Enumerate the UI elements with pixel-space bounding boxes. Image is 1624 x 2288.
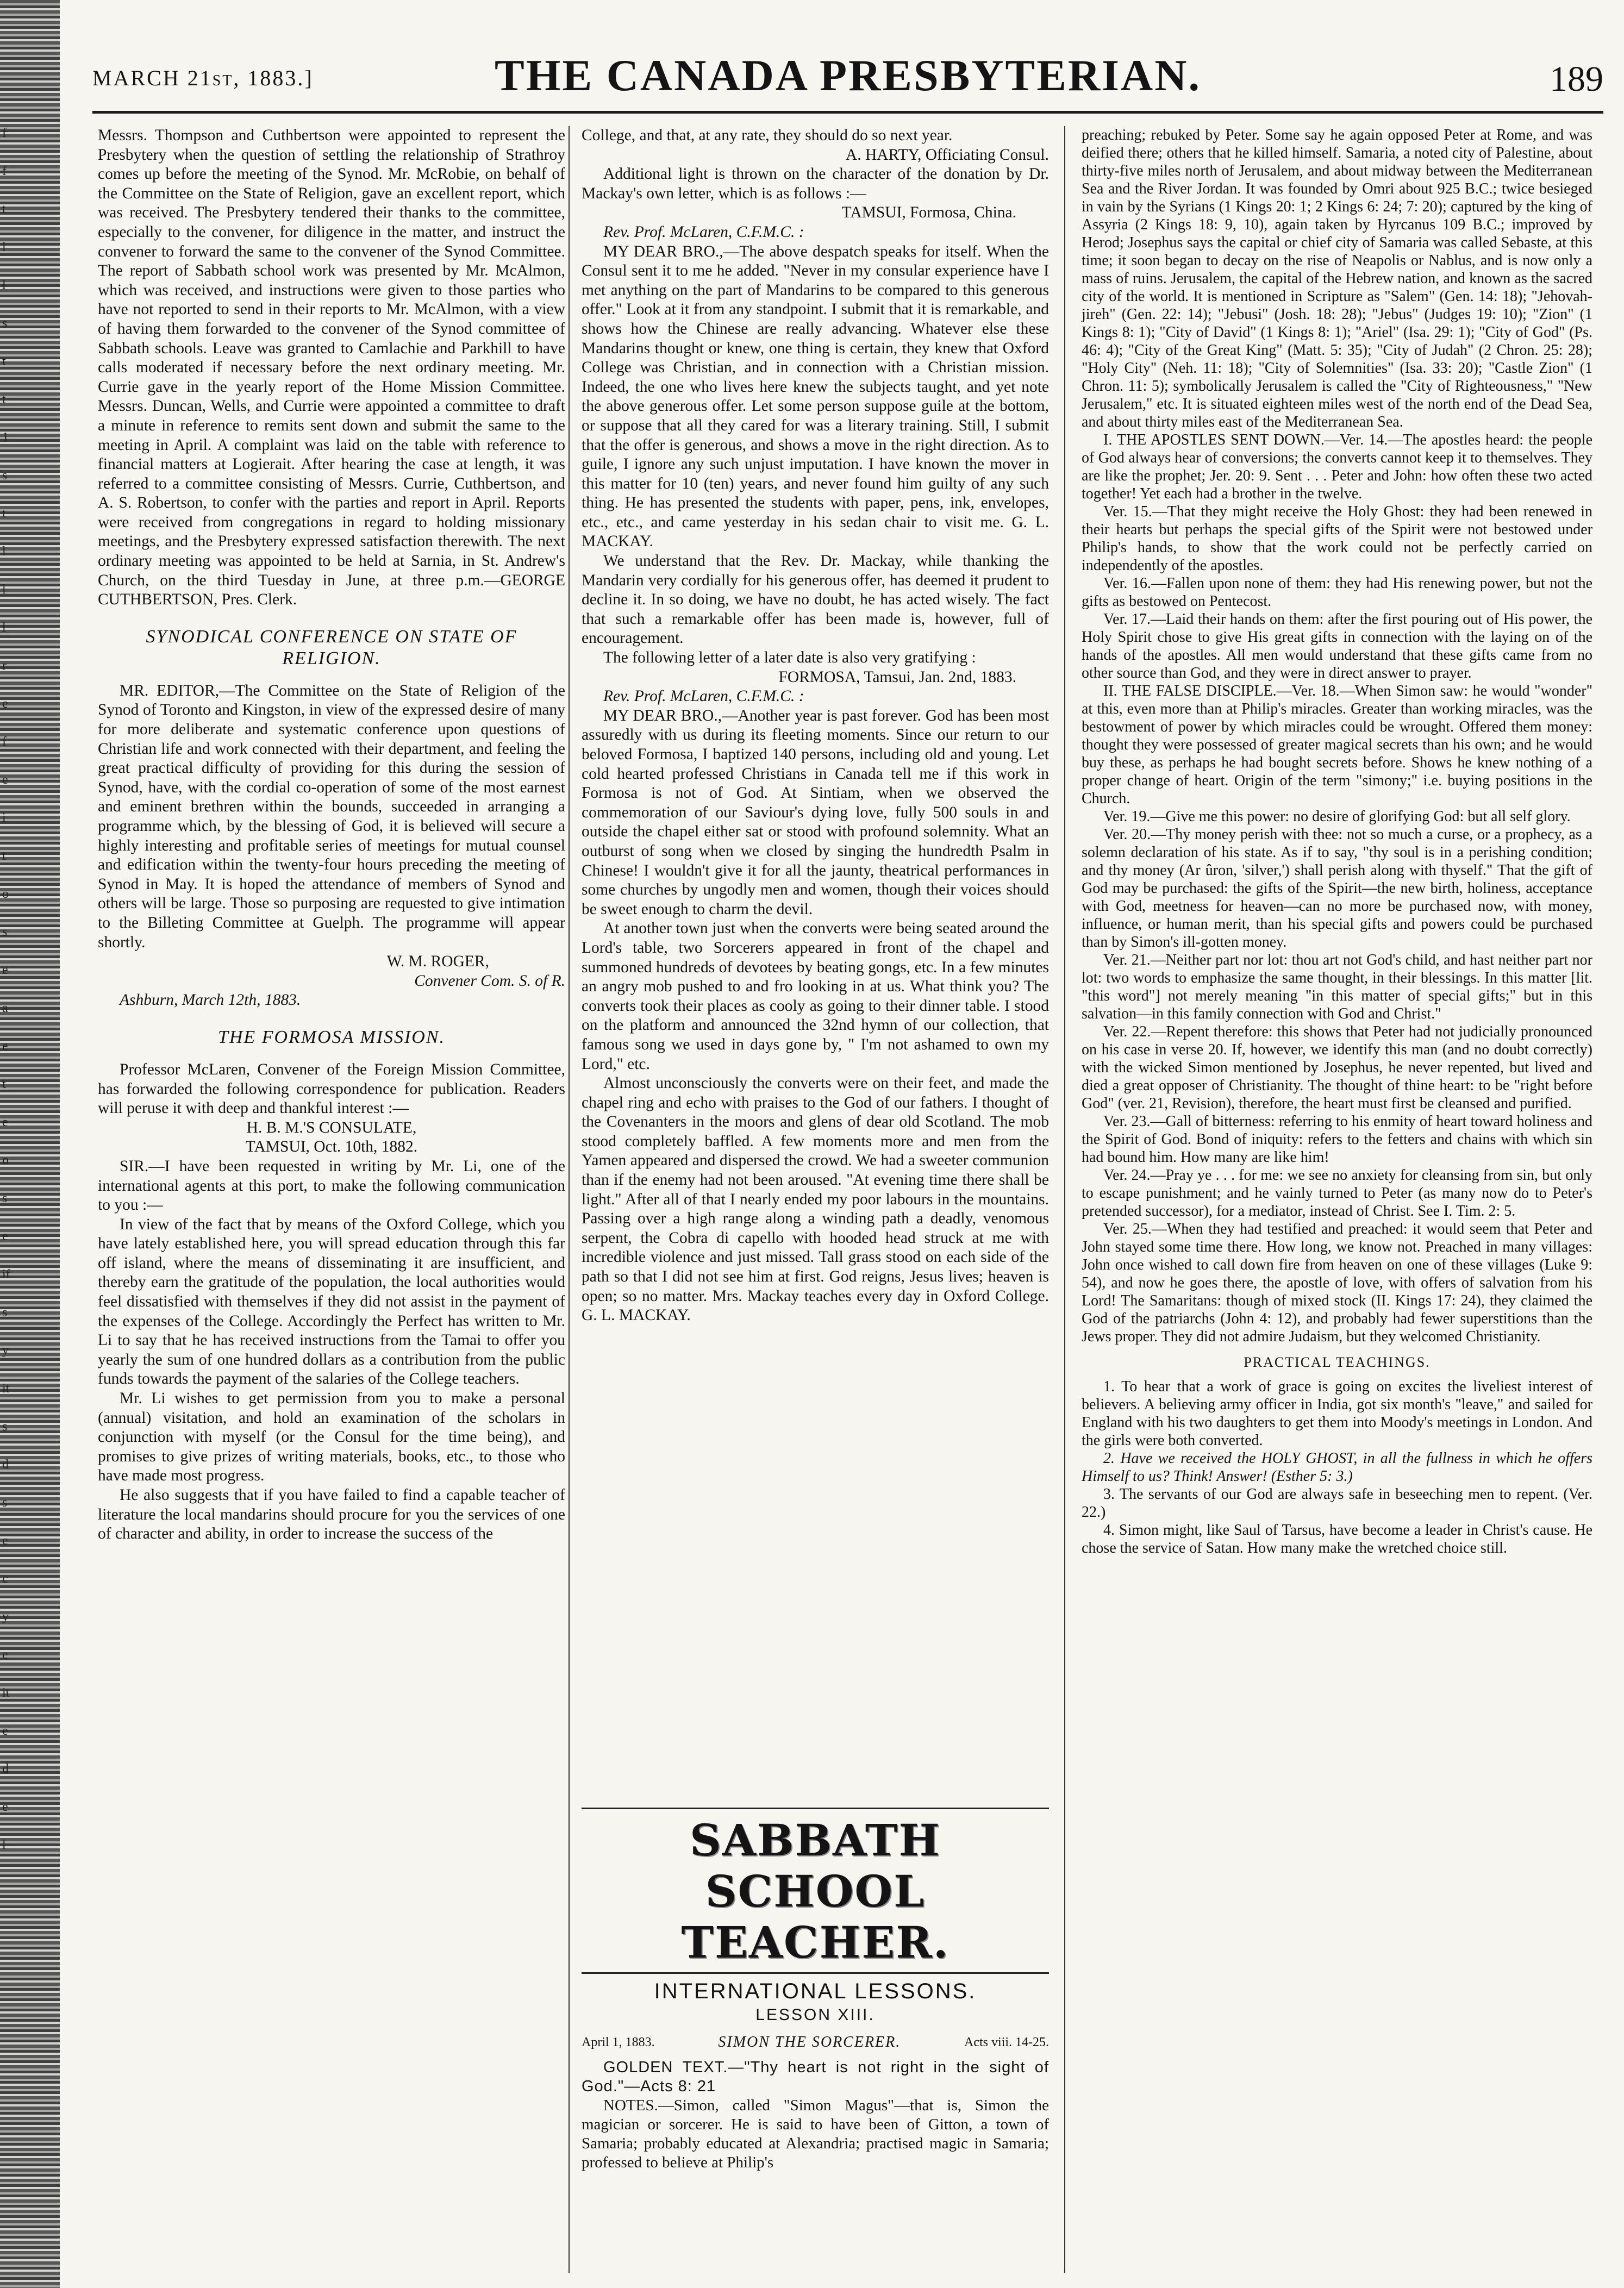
consul-letter-p2: In view of the fact that by means of the Oxford College, which you have lately established here, you will spread education through this far off island, where the means of disseminating it are insufficient, and thereby earn the gratitude of the population, the local authorities would feel dissatisfied with themselves if they did not assist in the payment of the expenses of the College. Accordingly the Perfect has written to Mr. Li to say that he has received instructions from the Tamai to offer you yearly the sum of one hundred dollars as a contribution from the public funds towards the payment of the salaries of the College teachers. bbox=[98, 1215, 565, 1388]
margin-mark: it bbox=[2, 1686, 10, 1700]
consul-letter-end: College, and that, at any rate, they should do so next year. bbox=[582, 127, 953, 144]
margin-mark: l bbox=[2, 1838, 6, 1852]
margin-mark: l bbox=[2, 583, 6, 597]
mackay-letter-1: MY DEAR BRO.,—The above despatch speaks for itself. When the Consul sent it to me he added. "Never in my consular experience have I met anything on the part of Mandarins to be compared to this generous offer." Look at it from any standpoint. I submit that it is remarkable, and shows how the Chinese are really advancing. Whatever else these Mandarins thought or knew, one thing is certain, they knew that Oxford College was Christian, and in connection with a Christian mission. Indeed, the one who lives here knew the subjects taught, and yet note the above generous offer. Let some person suppose guile at the bottom, or suppose that all they cared for was a literary training. Still, I submit that the offer is generous, and shows a move in the right direction. As to guile, I ignore any such unjust imputation. I have known the mover in this matter for 10 (ten) years, and never found him guilty of any such thing. He has presented the students with paper, pens, ink, envelopes, etc., etc., and came yesterday in his sedan chair to visit me. G. L. MACKAY. bbox=[582, 242, 1049, 551]
letter-address: Rev. Prof. McLaren, C.F.M.C. : bbox=[603, 223, 804, 241]
margin-mark: i bbox=[2, 811, 6, 825]
teaching-4: 4. Simon might, like Saul of Tarsus, have become a leader in Christ's cause. He chose the service of Satan. How many make the wretched choice still. bbox=[1082, 1522, 1592, 1556]
lesson-title: SIMON THE SORCERER. bbox=[718, 2034, 901, 2051]
teaching-3: 3. The servants of our God are always safe in beseeching men to repent. (Ver. 22.) bbox=[1082, 1486, 1592, 1521]
margin-mark: if bbox=[2, 1267, 10, 1281]
mackay-letter-2-p3: Almost unconsciously the converts were on their feet, and made the chapel ring and echo with praises to the God of our fathers. I thought of the Covenanters in the moors and glens of dear old Scotland. The mob stood completely baffled. A few moments more and men from the Yamen appeared and dispersed the crowd. We had a sweeter communion than if the enemy had not been aroused. "At evening time there shall be light." After all of that I nearly ended my poor labours in the mountains. Passing over a high range along a winding path a deadly, venomous serpent, the Cobra di capello with hooded head struck at me with incredible violence and just missed. Tall grass stood on each side of the path so that I did not see him at first. God reigns, Jesus lives; heaven is open; so no matter. Mrs. Mackay teaches every day in Oxford College. G. L. MACKAY. bbox=[582, 1074, 1049, 1324]
synodical-letter: MR. EDITOR,—The Committee on the State of Religion of the Synod of Toronto and Kingston, in view of the expressed desire of many for more deliberate and systematic conference upon questions of Christian life and work connected with their department, and feeling the great practical difficulty of providing for this during the session of Synod, have, with the cordial co-operation of some of the most earnest and eminent brethren within the bounds, succeeded in arranging a programme which, by the blessing of God, it is believed will secure a highly interesting and profitable series of meetings for mutual counsel and edification within the twenty-four hours preceding the meeting of Synod in May. It is hoped the attendance of members of Synod and others will be large. Those so purposing are requested to give intimation to the Billeting Committee at Guelph. The programme will appear shortly. bbox=[98, 682, 565, 951]
consulate-heading: H. B. M.'S CONSULATE, bbox=[246, 1118, 417, 1136]
margin-marks bbox=[2, 114, 13, 1864]
margin-mark: t bbox=[2, 1077, 6, 1091]
lesson-notes: NOTES.—Simon, called "Simon Magus"—that is, Simon the magician or sorcerer. He is said to have been of Gitton, a town of Samaria; probably educated at Alexandria; practised magic in Samaria; professed to believe at Philip's bbox=[582, 2097, 1049, 2171]
header-rule bbox=[92, 111, 1603, 114]
sabbath-school-title: SABBATH SCHOOL TEACHER. bbox=[681, 1815, 950, 1968]
margin-mark: f bbox=[2, 164, 7, 178]
margin-mark: s bbox=[2, 316, 8, 330]
teaching-1: 1. To hear that a work of grace is going on excites the liveliest interest of believers. A believing army officer in India, got six month's "leave," and sailed for England with his two daughters to get them into Moody's meetings in London. And the girls were both converted. bbox=[1082, 1378, 1592, 1449]
margin-mark: e bbox=[2, 1229, 8, 1243]
consul-letter-p4: He also suggests that if you have failed to find a capable teacher of literature the local mandarins should procure for you the services of one of character and ability, in order to increase the success of the bbox=[98, 1486, 565, 1543]
signature-title: Convener Com. S. of R. bbox=[414, 972, 565, 990]
presbytery-report: Messrs. Thompson and Cuthbertson were appointed to represent the Presbytery when the question of settling the relationship of Strathroy comes up before the meeting of the Synod. Mr. McRobie, on behalf of the Committee on the State of Religion, gave an excellent report, which was received. The Presbytery tendered their thanks to the committee, especially to the convener, for diligence in the matter, and instruct the convener to forward the same to the convener of the Synod Committee. The report of Sabbath school work was presented by Mr. McAlmon, which was received, and instructions were given to those parties who have not reported to send in their reports to Mr. McAlmon, with a view of having them forwarded to the convener of the Synod committee of Sabbath schools. Leave was granted to Camlachie and Parkhill to have calls moderated if necessary before the next ordinary meeting. Mr. Currie gave in the yearly report of the Home Mission Committee. Messrs. Duncan, Wells, and Currie were appointed a committee to draft a minute in reference to remits sent down and submit the same to the meeting in April. A complaint was laid on the table with reference to financial matters at Logierait. After hearing the case at length, it was referred to a committee consisting of Messrs. Currie, Cuthbertson, and A. S. Robertson, to confer with the parties and report in April. Reports were received from congregations in regard to holding missionary meetings, and the Presbytery expressed satisfaction therewith. The next ordinary meeting was appointed to be held at Sarnia, in St. Andrew's Church, on the third Tuesday in June, at three p.m.—GEORGE CUTHBERTSON, Pres. Clerk. bbox=[98, 127, 565, 609]
margin-mark: l bbox=[2, 240, 6, 254]
teaching-2: 2. Have we received the HOLY GHOST, in all the fullness in which he offers Himself to us? Think! Answer! (Esther 5: 3.) bbox=[1082, 1450, 1592, 1485]
note-ver-21: Ver. 21.—Neither part nor lot: thou art not God's child, and hast neither part nor lot: two words to emphasize the same thought, in their blessings. In this matter [lit. "this word"] not merely meaning "in this matter of special gifts;" but in this salvation—in this family connection with God and Christ." bbox=[1082, 952, 1592, 1022]
practical-teachings-heading: PRACTICAL TEACHINGS. bbox=[1244, 1354, 1431, 1370]
newspaper-title: THE CANADA PRESBYTERIAN. bbox=[495, 51, 1201, 100]
margin-mark: e bbox=[2, 1115, 8, 1129]
column-2 bbox=[582, 126, 1049, 1326]
consul-signature: A. HARTY, Officiating Consul. bbox=[845, 146, 1049, 164]
margin-mark: it bbox=[2, 1381, 10, 1396]
margin-mark: y bbox=[2, 1610, 9, 1624]
section-rule bbox=[582, 1808, 1049, 1809]
note-apostles-sent: I. THE APOSTLES SENT DOWN.—Ver. 14.—The apostles heard: the people of God always hear of conversions; the converts cannot keep it to themselves. They are like the prophet; Jer. 20: 9. Sent . . . Peter and John: how often these two acted together! Yet each had a brother in the twelve. bbox=[1082, 432, 1592, 502]
note-ver-23: Ver. 23.—Gall of bitterness: referring to his enmity of heart toward holiness and the Spirit of God. Bond of iniquity: refers to the fetters and chains with which sin had bound him. How many are like him! bbox=[1082, 1113, 1592, 1166]
page-number: 189 bbox=[1550, 59, 1603, 99]
note-ver-17: Ver. 17.—Laid their hands on them: after the first pouring out of His power, the Holy Spirit chose to give His great gifts in connection with the laying on of the hands of the apostles. All men would understand that these gifts came from no other source than God, and they were in direct answer to prayer. bbox=[1082, 611, 1592, 682]
notes-continued: preaching; rebuked by Peter. Some say he again opposed Peter at Rome, and was deified there; others that he killed himself. Samaria, a noted city of Palestine, about thirty-five miles north of Jerusalem, and about midway between the Mediterranean Sea and the River Jordan. It was founded by Omri about 925 B.C.; twice besieged in vain by the Syrians (1 Kings 20: 1; 2 Kings 6: 24; 7: 20); captured by the king of Assyria (2 Kings 18: 9, 10), again taken by Hyrcanus 109 B.C.; improved by Herod; Josephus says the capital or chief city of Samaria was called Sebaste, at this time; it soon began to decay on the rise of Neapolis or Nablus, and is now only a mass of ruins. Jerusalem, the capital of the Hebrew nation, and known as the sacred city of the world. It is mentioned in Scripture as "Salem" (Gen. 14: 18); "Jehovah-jireh" (Gen. 22: 14); "Jebusi" (Josh. 18: 28); "Jebus" (Judges 19: 10); "Zion" (1 Kings 8: 1); "City of David" (1 Kings 8: 1); "Ariel" (Isa. 29: 1); "City of God" (Ps. 46: 4); "City of the Great King" (Matt. 5: 35); "City of Judah" (2 Chron. 25: 28); "Holy City" (Neh. 11: 18); "City of Solemnities" (Isa. 33: 20); "Castle Zion" (1 Chron. 11: 5); symbolically Jerusalem is called the "City of Righteousness," "New Jerusalem," etc. It is situated eighteen miles west of the north end of the Dead Sea, and about thirty miles east of the Mediterranean Sea. bbox=[1082, 127, 1592, 430]
mackay-letter-2-p2: At another town just when the converts were being seated around the Lord's table, two Sorcerers appeared in front of the chapel and summoned hundreds of devotees by beating gongs, etc. In a few minutes an angry mob pushed to and fro looking in at us. What think you? The converts took their places as cooly as going to their dinner table. I stood on the platform and announced the 32nd hymn of our collection, that famous song we used in days gone by, " I'm not ashamed to own my Lord," etc. bbox=[582, 920, 1049, 1073]
margin-mark: e bbox=[2, 1534, 8, 1548]
margin-mark: f bbox=[2, 735, 7, 749]
margin-mark: t bbox=[2, 392, 6, 407]
section-heading-synodical: SYNODICAL CONFERENCE ON STATE OF RELIGION. bbox=[146, 626, 517, 668]
issue-date: MARCH 21st, 1883.] bbox=[92, 66, 314, 90]
margin-mark: t bbox=[2, 202, 6, 216]
margin-mark: y bbox=[2, 1343, 9, 1358]
lesson-number: LESSON XIII. bbox=[755, 2006, 875, 2024]
golden-text: GOLDEN TEXT.—"Thy heart is not right in the sight of God."—Acts 8: 21 bbox=[582, 2059, 1049, 2095]
margin-mark: e bbox=[2, 1039, 8, 1053]
margin-mark: e bbox=[2, 963, 8, 977]
margin-mark: a bbox=[2, 1001, 8, 1015]
margin-mark: e bbox=[2, 1648, 8, 1662]
note-ver-25: Ver. 25.—When they had testified and preached: it would seem that Peter and John stayed some time there. How long, we know not. Preached in many villages: John once wished to call down fire from heaven on one of these villages (Luke 9: 54), and now he goes there, the apostle of love, with offers of salvation from his Lord! The Samaritans: though of mixed stock (II. Kings 17: 24), they claimed the God of the patriarchs (John 4: 12), and probably had fewer superstitions than the Jews proper. They did not admire Judaism, but they welcomed Christianity. bbox=[1082, 1221, 1592, 1345]
note-false-disciple: II. THE FALSE DISCIPLE.—Ver. 18.—When Simon saw: he would "wonder" at this, even more than at Philip's miracles. Greater than working miracles, was the bestowment of power by which miracles could be wrought. Offered them money: thought they were possessed of greater magical secrets than his own; and he would buy these, as perhaps he had bought secrets before. Shows he knew nothing of a proper change of heart. Origin of the term "simony;" i.e. buying positions in the Church. bbox=[1082, 683, 1592, 807]
margin-mark: 1 bbox=[2, 430, 9, 445]
section-rule bbox=[582, 1972, 1049, 1974]
mackay-intro: Additional light is thrown on the character of the donation by Dr. Mackay's own letter, which is as follows :— bbox=[582, 165, 1049, 202]
international-lessons: INTERNATIONAL LESSONS. bbox=[654, 1979, 977, 2003]
margin-mark: t bbox=[2, 507, 6, 521]
margin-mark: e bbox=[2, 1800, 8, 1814]
dateline: Ashburn, March 12th, 1883. bbox=[120, 991, 301, 1009]
column-3 bbox=[1082, 126, 1592, 1557]
margin-mark: c bbox=[2, 1572, 8, 1586]
margin-mark: t bbox=[2, 354, 6, 368]
margin-mark: l bbox=[2, 621, 6, 635]
letter-place: TAMSUI, Formosa, China. bbox=[841, 204, 1016, 222]
consul-letter-p1: SIR.—I have been requested in writing by Mr. Li, one of the international agents at this port, to make the following communication to you :— bbox=[98, 1157, 565, 1214]
lesson-header-row bbox=[582, 2035, 1049, 2049]
letter-place-2: FORMOSA, Tamsui, Jan. 2nd, 1883. bbox=[778, 668, 1016, 686]
note-ver-22: Ver. 22.—Repent therefore: this shows that Peter had not judicially pronounced on his case in verse 20. If, however, we identify this man (and no doubt correctly) with the wicked Simon mentioned by Josephus, he never repented, but lived and died a great opposer of Christianity. The thought of thine heart: to be "right before God" (ver. 21, Revision), therefore, the heart must first be cleansed and purified. bbox=[1082, 1023, 1592, 1112]
lesson-date: April 1, 1883. bbox=[582, 2035, 655, 2049]
mackay-letter-2-p1: MY DEAR BRO.,—Another year is past forever. God has been most assuredly with us during its fleeting moments. Since our return to our beloved Formosa, I baptized 140 persons, including old and young. Let cold hearted professed Christians in Canada tell me if this work in Formosa is not of God. At Sintiam, when we observed the commemoration of our Saviour's dying love, fully 500 souls in and outside the chapel either sat or stood with profound solemnity. What an outburst of song when we closed by singing the hundredth Psalm in Chinese! I wouldn't give it for all the jaunty, theatrical performances in some churches by ungodly men and women, though their voices should be sweet enough to charm the devil. bbox=[582, 707, 1049, 918]
formosa-intro: Professor McLaren, Convener of the Foreign Mission Committee, has forwarded the following correspondence for publication. Readers will peruse it with deep and thankful interest :— bbox=[98, 1060, 565, 1117]
sabbath-school-section bbox=[582, 1804, 1049, 2172]
margin-mark: l bbox=[2, 278, 6, 292]
margin-mark: f bbox=[2, 126, 7, 140]
margin-mark: l bbox=[2, 545, 6, 559]
page-header bbox=[92, 34, 1603, 110]
lesson-reference: Acts viii. 14-25. bbox=[964, 2035, 1049, 2049]
note-ver-24: Ver. 24.—Pray ye . . . for me: we see no anxiety for cleansing from sin, but only to escape punishment; and he vainly turned to Peter (as many now do to Peter's pretended successor), for a mediator, instead of Christ. See I. Tim. 2: 5. bbox=[1082, 1167, 1592, 1220]
section-heading-formosa: THE FORMOSA MISSION. bbox=[217, 1027, 446, 1047]
margin-mark: s bbox=[2, 468, 8, 483]
margin-mark: o bbox=[2, 1153, 9, 1167]
margin-mark: e bbox=[2, 1724, 8, 1738]
editorial-note: We understand that the Rev. Dr. Mackay, while thanking the Mandarin very cordially for his generous offer, has deemed it prudent to decline it. In so doing, we have no doubt, he has acted wisely. The fact that such a remarkable offer has been made is, however, full of encouragement. bbox=[582, 552, 1049, 647]
column-divider bbox=[1064, 126, 1065, 2273]
note-ver-16: Ver. 16.—Fallen upon none of them: they had His renewing power, but not the gifts as bestowed on Pentecost. bbox=[1082, 575, 1592, 610]
margin-mark: s bbox=[2, 1496, 8, 1510]
margin-mark: s bbox=[2, 925, 8, 939]
column-divider bbox=[569, 126, 570, 2273]
margin-mark: t bbox=[2, 849, 6, 863]
consul-letter-p3: Mr. Li wishes to get permission from you to make a personal (annual) visitation, and hold an examination of the scholars in conjunction with myself (or the Consul for the time being), and promises to give prizes of writing materials, books, etc., to those who have made most progress. bbox=[98, 1390, 565, 1485]
note-ver-15: Ver. 15.—That they might receive the Holy Ghost: they had been renewed in their hearts but perhaps the special gifts of the Spirit were not bestowed under Philip's hands, to show that the work could not be perfectly carried on independently of the apostles. bbox=[1082, 503, 1592, 574]
margin-mark: e bbox=[2, 697, 8, 711]
consulate-date: TAMSUI, Oct. 10th, 1882. bbox=[245, 1138, 418, 1156]
margin-mark: s bbox=[2, 1420, 8, 1434]
margin-mark: s bbox=[2, 1191, 8, 1205]
margin-mark: s bbox=[2, 1305, 8, 1320]
letter-address-2: Rev. Prof. McLaren, C.F.M.C. : bbox=[603, 687, 804, 705]
margin-mark: r bbox=[2, 659, 7, 673]
later-letter-intro: The following letter of a later date is also very gratifying : bbox=[603, 649, 976, 667]
margin-mark: e bbox=[2, 773, 8, 787]
signature-name: W. M. ROGER, bbox=[386, 953, 489, 971]
note-ver-20: Ver. 20.—Thy money perish with thee: not so much a curse, or a prophecy, as a solemn declaration of his state. As if to say, "thy soul is in a perishing condition; and thy money (Ar ûron, 'silver,') shall perish along with thyself." That the gift of God may be purchased: the gifts of the Spirit—the new birth, holiness, acceptance with God, meetness for heaven—can no more be purchased now, with money, influence, or human merit, than his special gifts and powers could be purchased than by Simon's ill-gotten money. bbox=[1082, 826, 1592, 951]
margin-mark: d bbox=[2, 1762, 9, 1776]
note-ver-19: Ver. 19.—Give me this power: no desire of glorifying God: but all self glory. bbox=[1103, 808, 1571, 825]
column-1 bbox=[98, 126, 565, 1544]
margin-mark: o bbox=[2, 887, 9, 901]
margin-mark: d bbox=[2, 1458, 9, 1472]
